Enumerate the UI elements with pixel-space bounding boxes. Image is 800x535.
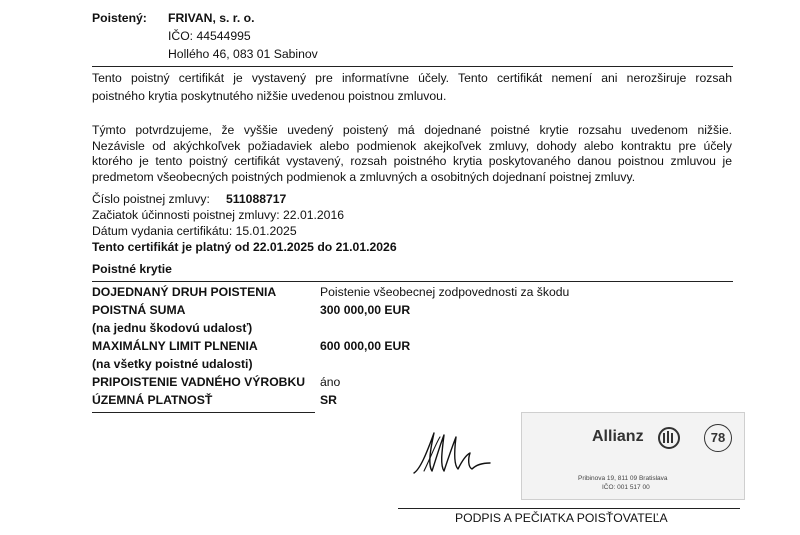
coverage-bottom-divider bbox=[92, 412, 315, 413]
intro-line: Tento poistný certifikát je vystavený pre informatívne účely. Tento certifikát nemení ani nerozširuje rozsah bbox=[92, 71, 732, 85]
signature-image bbox=[410, 425, 500, 480]
intro-paragraph bbox=[92, 71, 732, 104]
policy-validity: Tento certifikát je platný od 22.01.2025 do 21.01.2026 bbox=[92, 240, 397, 254]
coverage-row-sublabel: (na všetky poistné udalosti) bbox=[92, 357, 253, 371]
signature-caption: PODPIS A PEČIATKA POISŤOVATEĽA bbox=[455, 511, 668, 525]
coverage-row-value: SR bbox=[320, 393, 337, 407]
coverage-row-value: áno bbox=[320, 375, 341, 389]
coverage-row-sublabel: (na jednu škodovú udalosť) bbox=[92, 321, 253, 335]
allianz-logo-icon bbox=[658, 427, 680, 449]
coverage-heading: Poistné krytie bbox=[92, 262, 172, 276]
coverage-row-value: Poistenie všeobecnej zodpovednosti za škodu bbox=[320, 285, 570, 299]
coverage-row-label: PRIPOISTENIE VADNÉHO VÝROBKU bbox=[92, 375, 306, 389]
company-stamp bbox=[521, 412, 745, 500]
confirm-line: Nezávisle od akýchkoľvek požiadaviek alebo podmienok akejkoľvek zmluvy, dohody alebo kontraktu pre účely bbox=[92, 138, 732, 153]
coverage-row-label: DOJEDNANÝ DRUH POISTENIA bbox=[92, 285, 277, 299]
divider bbox=[92, 66, 733, 67]
coverage-row-label: ÚZEMNÁ PLATNOSŤ bbox=[92, 393, 213, 407]
confirm-line: ktorého je tento poistný certifikát vystavený, rozsah poistného krytia poskytovaného danou poistnou zmluvou je bbox=[92, 154, 732, 169]
policy-start: Začiatok účinnosti poistnej zmluvy: 22.01.2016 bbox=[92, 208, 345, 222]
insured-name: FRIVAN, s. r. o. bbox=[168, 11, 255, 25]
stamp-address: Pribinova 19, 811 09 Bratislava bbox=[578, 475, 668, 482]
confirm-line: Týmto potvrdzujeme, že vyššie uvedený poistený má dojednané poistné krytie rozsahu uvedenom nižšie. bbox=[92, 123, 732, 137]
stamp-number: 78 bbox=[704, 424, 732, 452]
intro-line: poistného krytia poskytnutého nižšie uvedenou poistnou zmluvou. bbox=[92, 89, 447, 104]
coverage-row-value: 600 000,00 EUR bbox=[320, 339, 411, 353]
coverage-row-label: MAXIMÁLNY LIMIT PLNENIA bbox=[92, 339, 258, 353]
insured-ico: IČO: 44544995 bbox=[168, 29, 251, 43]
coverage-row-label: POISTNÁ SUMA bbox=[92, 303, 186, 317]
confirm-paragraph bbox=[92, 123, 732, 185]
policy-number-value: 511088717 bbox=[226, 192, 287, 206]
insured-label: Poistený: bbox=[92, 11, 147, 25]
coverage-divider bbox=[92, 281, 733, 282]
insured-address: Hollého 46, 083 01 Sabinov bbox=[168, 47, 318, 61]
stamp-ico: IČO: 001 517 00 bbox=[602, 484, 650, 491]
policy-number-label: Číslo poistnej zmluvy: bbox=[92, 192, 210, 206]
stamp-brand: Allianz bbox=[592, 428, 644, 445]
signature-line bbox=[398, 508, 740, 509]
confirm-line: predmetom všeobecných poistných podmienok a zmluvných a osobitných dojednaní poistnej zmluvy. bbox=[92, 170, 636, 185]
coverage-row-value: 300 000,00 EUR bbox=[320, 303, 411, 317]
policy-issue: Dátum vydania certifikátu: 15.01.2025 bbox=[92, 224, 297, 238]
